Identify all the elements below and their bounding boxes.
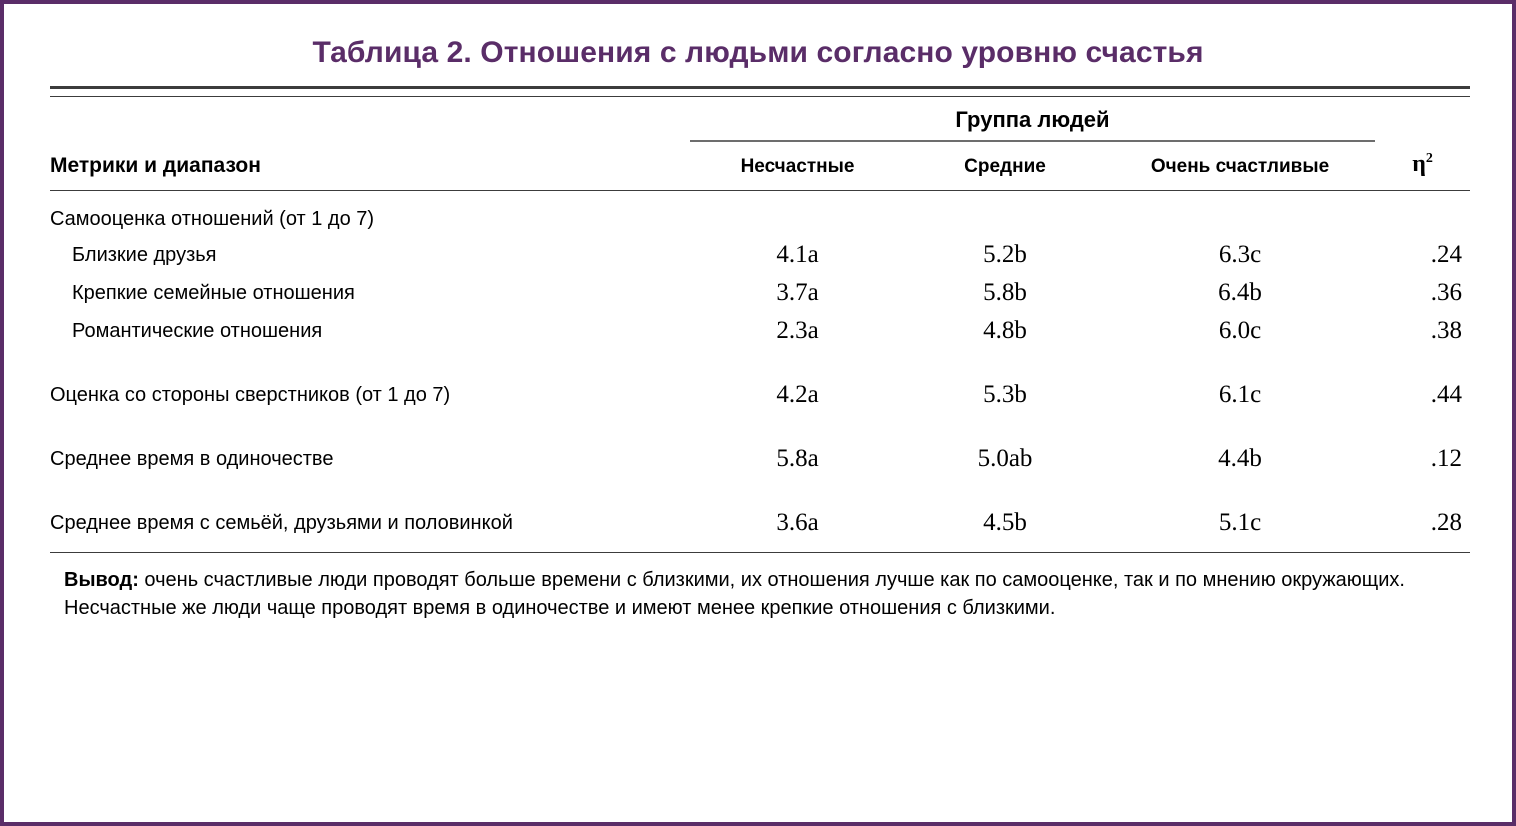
spacer-row: [50, 478, 1470, 504]
group-header-row: [50, 97, 1470, 138]
row-value: 5.8b: [983, 279, 1027, 306]
row-label: Романтические отношения: [72, 319, 323, 342]
column-header-metrics: Метрики и диапазон: [50, 154, 261, 177]
column-header-row: [50, 141, 1470, 191]
table-row: [50, 203, 1470, 236]
row-value: .12: [1430, 445, 1463, 472]
row-value: 3.7a: [776, 279, 819, 306]
note-row: [50, 555, 1470, 622]
row-value: 4.1a: [776, 241, 819, 268]
row-value: 2.3a: [776, 317, 819, 344]
row-label: Среднее время в одиночестве: [50, 447, 334, 470]
row-value: 6.4b: [1218, 279, 1262, 306]
row-value: [1105, 203, 1375, 236]
table-row: [50, 504, 1470, 542]
column-header-veryhappy: Очень счастливые: [1150, 156, 1330, 177]
row-value: 4.2a: [776, 381, 819, 408]
row-value: 3.6a: [776, 509, 819, 536]
row-value: .28: [1430, 509, 1463, 536]
row-label: Крепкие семейные отношения: [72, 281, 355, 304]
row-value: 5.8a: [776, 445, 819, 472]
row-value: 6.3c: [1218, 241, 1262, 268]
eta-symbol: η: [1412, 151, 1426, 177]
row-value: 5.0ab: [977, 445, 1033, 472]
row-label: Оценка со стороны сверстников (от 1 до 7): [50, 383, 451, 406]
page-title: Таблица 2. Отношения с людьми согласно уровню счастья: [312, 36, 1204, 69]
note-prefix: Вывод:: [64, 569, 139, 591]
row-value: .44: [1430, 381, 1463, 408]
row-label: Близкие друзья: [72, 243, 217, 266]
row-value: 4.5b: [983, 509, 1027, 536]
spacer-row: [50, 193, 1470, 203]
figure-inner: [4, 4, 1512, 622]
row-value: .24: [1430, 241, 1463, 268]
group-header-spacer: [50, 97, 690, 138]
row-value: 4.4b: [1218, 445, 1262, 472]
column-header-unhappy: Несчастные: [740, 156, 855, 177]
row-value: .36: [1430, 279, 1463, 306]
row-value: 6.1c: [1218, 381, 1262, 408]
table-row: [50, 274, 1470, 312]
column-header-average: Средние: [964, 156, 1046, 177]
table-row: [50, 376, 1470, 414]
row-value: 5.1c: [1218, 509, 1262, 536]
spacer-row: [50, 350, 1470, 376]
table-note: [50, 555, 1470, 622]
rule: [50, 88, 1470, 97]
table-row: [50, 312, 1470, 350]
row-label: Среднее время с семьёй, друзьями и половинкой: [50, 511, 513, 534]
data-table: [50, 86, 1470, 622]
eta-superscript: 2: [1425, 151, 1433, 166]
row-value: [690, 203, 905, 236]
spacer-row: [50, 414, 1470, 440]
column-header-eta-squared: [1375, 141, 1470, 191]
row-value: [905, 203, 1105, 236]
group-header-label: Группа людей: [955, 107, 1110, 132]
row-value: 6.0c: [1218, 317, 1262, 344]
row-value: .38: [1430, 317, 1463, 344]
note-text: очень счастливые люди проводят больше времени с близкими, их отношения лучше как по самооценке, так и по мнению окружающих. Несчастные же люди чаще проводят время в одиночестве и имеют менее крепкие отношения с близкими.: [64, 569, 1405, 619]
top-double-rule: [50, 88, 1470, 97]
row-value: [1375, 203, 1470, 236]
row-label: Самооценка отношений (от 1 до 7): [50, 208, 375, 230]
row-value: 4.8b: [983, 317, 1027, 344]
table-row: [50, 236, 1470, 274]
spacer-row: [50, 542, 1470, 553]
row-value: 5.2b: [983, 241, 1027, 268]
table-row: [50, 440, 1470, 478]
group-header-pad: [1375, 97, 1470, 138]
row-value: 5.3b: [983, 381, 1027, 408]
